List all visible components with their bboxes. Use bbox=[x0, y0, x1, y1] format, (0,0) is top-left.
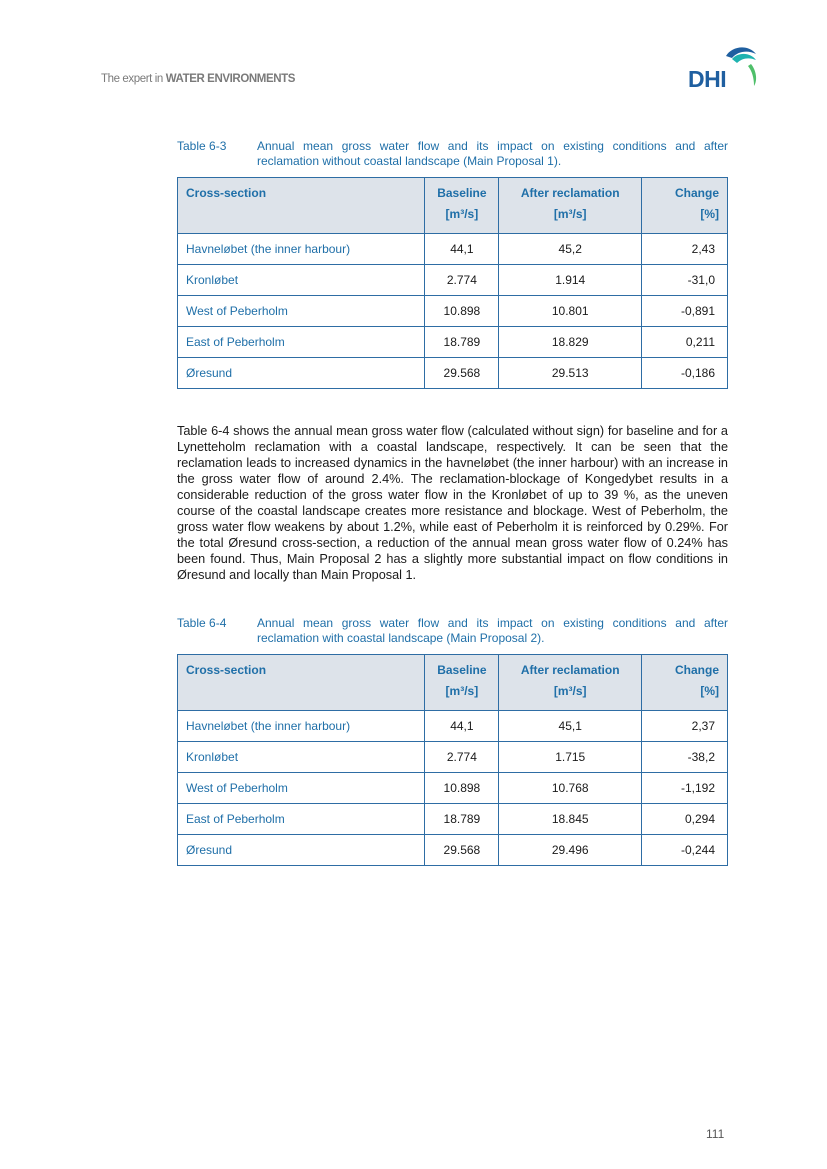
col-header-after: After reclamation [m³/s] bbox=[499, 655, 642, 711]
cell-section: Havneløbet (the inner harbour) bbox=[178, 711, 425, 742]
cell-after: 18.829 bbox=[499, 327, 642, 358]
cell-baseline: 10.898 bbox=[425, 296, 499, 327]
cell-section: Øresund bbox=[178, 358, 425, 389]
table-row bbox=[178, 835, 728, 866]
cell-section: Øresund bbox=[178, 835, 425, 866]
col-header-section: Cross-section bbox=[178, 655, 425, 711]
cell-baseline: 18.789 bbox=[425, 327, 499, 358]
cell-after: 1.914 bbox=[499, 265, 642, 296]
cell-section: East of Peberholm bbox=[178, 327, 425, 358]
cell-after: 1.715 bbox=[499, 742, 642, 773]
table2 bbox=[177, 654, 728, 866]
cell-change: -0,891 bbox=[642, 296, 728, 327]
table-row bbox=[178, 296, 728, 327]
cell-baseline: 2.774 bbox=[425, 265, 499, 296]
cell-after: 29.496 bbox=[499, 835, 642, 866]
cell-baseline: 10.898 bbox=[425, 773, 499, 804]
cell-after: 45,2 bbox=[499, 234, 642, 265]
table2-number: Table 6-4 bbox=[177, 616, 227, 630]
col-header-after: After reclamation [m³/s] bbox=[499, 178, 642, 234]
body-paragraph: Table 6-4 shows the annual mean gross water flow (calculated without sign) for baseline and for a Lynetteholm reclamation with a coastal landscape, respectively. It can be seen that the reclamation leads to increased dynamics in the havneløbet (the inner harbour) with an increase in the gross water flow of around 2.4%. The reclamation-blockage of Kongedybet results in a considerable reduction of the gross water flow in the Kronløbet of up to 39 %, as the uneven course of the coastal landscape creates more resistance and blockage. West of Peberholm, the gross water flow weakens by about 1.2%, while east of Peberholm it is reinforced by 0.29%. For the total Øresund cross-section, a reduction of the annual mean gross water flow of 0.24% has been found. Thus, Main Proposal 2 has a slightly more substantial impact on flow conditions in Øresund and locally than Main Proposal 1. bbox=[177, 423, 728, 582]
cell-change: 2,43 bbox=[642, 234, 728, 265]
cell-change: 2,37 bbox=[642, 711, 728, 742]
cell-after: 29.513 bbox=[499, 358, 642, 389]
cell-after: 45,1 bbox=[499, 711, 642, 742]
logo-text: DHI bbox=[688, 66, 727, 90]
table-header-row bbox=[178, 178, 728, 234]
cell-section: East of Peberholm bbox=[178, 804, 425, 835]
table-row bbox=[178, 804, 728, 835]
cell-baseline: 18.789 bbox=[425, 804, 499, 835]
table-row bbox=[178, 742, 728, 773]
cell-baseline: 44,1 bbox=[425, 234, 499, 265]
table-row bbox=[178, 327, 728, 358]
table-row bbox=[178, 265, 728, 296]
table-row bbox=[178, 358, 728, 389]
dhi-wave-logo-icon bbox=[688, 44, 760, 90]
cell-section: Kronløbet bbox=[178, 742, 425, 773]
table1 bbox=[177, 177, 728, 389]
cell-baseline: 2.774 bbox=[425, 742, 499, 773]
cell-after: 10.768 bbox=[499, 773, 642, 804]
tagline-bold: WATER ENVIRONMENTS bbox=[165, 73, 296, 85]
cell-section: Havneløbet (the inner harbour) bbox=[178, 234, 425, 265]
header-tagline bbox=[101, 73, 295, 85]
cell-change: -31,0 bbox=[642, 265, 728, 296]
cell-baseline: 29.568 bbox=[425, 835, 499, 866]
cell-after: 10.801 bbox=[499, 296, 642, 327]
table1-caption bbox=[177, 139, 728, 169]
table1-caption-text: Annual mean gross water flow and its impact on existing conditions and after reclamation without coastal landscape (Main Proposal 1). bbox=[257, 139, 728, 168]
table-row bbox=[178, 234, 728, 265]
cell-change: -38,2 bbox=[642, 742, 728, 773]
cell-baseline: 44,1 bbox=[425, 711, 499, 742]
page-number: 111 bbox=[706, 1127, 725, 1141]
tagline-prefix: The expert in bbox=[101, 73, 166, 85]
col-header-baseline: Baseline [m³/s] bbox=[425, 178, 499, 234]
col-header-baseline: Baseline [m³/s] bbox=[425, 655, 499, 711]
cell-change: 0,294 bbox=[642, 804, 728, 835]
cell-change: 0,211 bbox=[642, 327, 728, 358]
table2-caption-text: Annual mean gross water flow and its impact on existing conditions and after reclamation with coastal landscape (Main Proposal 2). bbox=[257, 616, 728, 645]
cell-section: West of Peberholm bbox=[178, 773, 425, 804]
table-row bbox=[178, 711, 728, 742]
cell-change: -1,192 bbox=[642, 773, 728, 804]
cell-change: -0,244 bbox=[642, 835, 728, 866]
cell-section: Kronløbet bbox=[178, 265, 425, 296]
table1-number: Table 6-3 bbox=[177, 139, 227, 153]
cell-section: West of Peberholm bbox=[178, 296, 425, 327]
table2-caption bbox=[177, 616, 728, 646]
col-header-change: Change [%] bbox=[642, 178, 728, 234]
col-header-change: Change [%] bbox=[642, 655, 728, 711]
cell-change: -0,186 bbox=[642, 358, 728, 389]
cell-baseline: 29.568 bbox=[425, 358, 499, 389]
table-header-row bbox=[178, 655, 728, 711]
table-row bbox=[178, 773, 728, 804]
cell-after: 18.845 bbox=[499, 804, 642, 835]
col-header-section: Cross-section bbox=[178, 178, 425, 234]
